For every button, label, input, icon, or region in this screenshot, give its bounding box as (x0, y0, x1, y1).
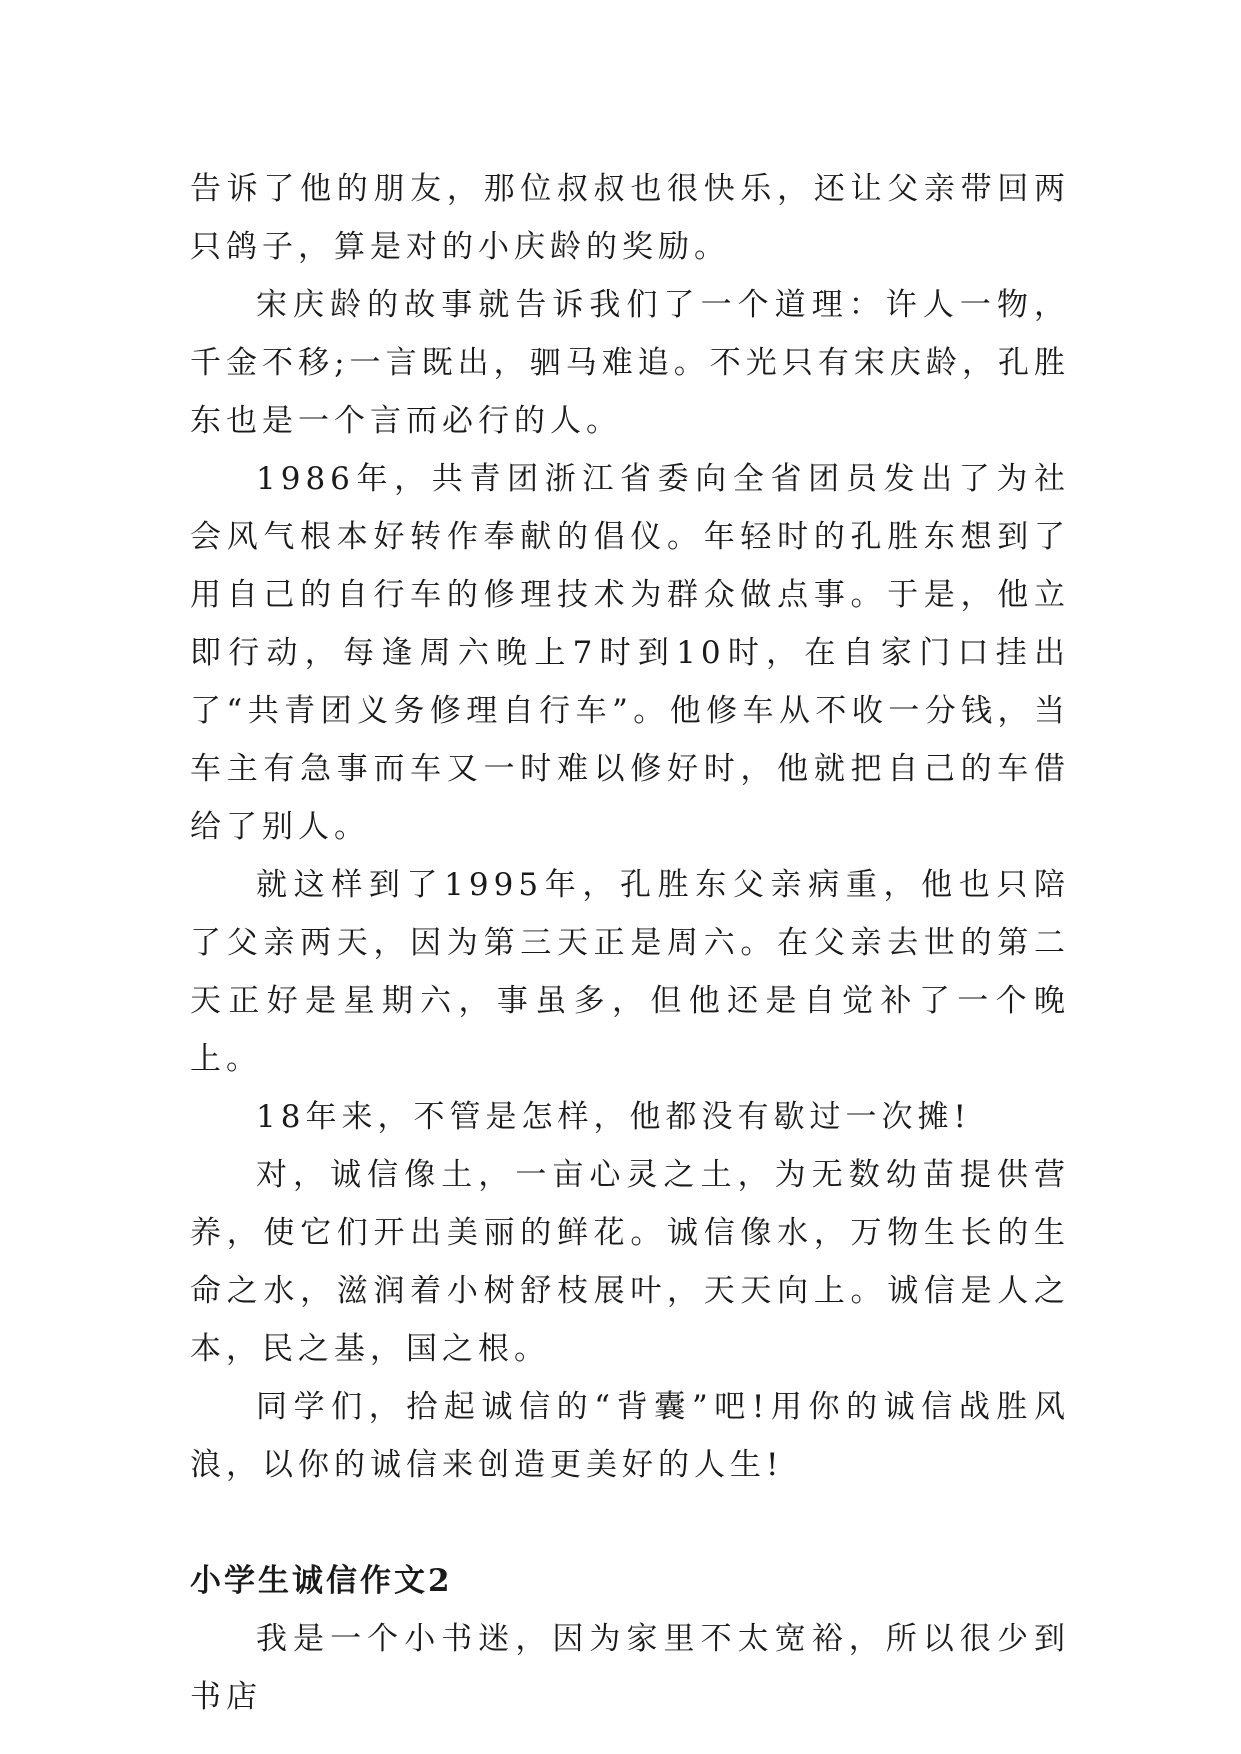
paragraph-1: 告诉了他的朋友，那位叔叔也很快乐，还让父亲带回两只鸽子，算是对的小庆龄的奖励。 (190, 171, 1070, 265)
section-paragraph-1: 我是一个小书迷，因为家里不太宽裕，所以很少到书店 (190, 1621, 1070, 1715)
document-body (190, 160, 1070, 1726)
paragraph-5: 18年来，不管是怎样，他都没有歇过一次摊! (256, 1099, 971, 1135)
section-title: 小学生诚信作文2 (190, 1563, 453, 1599)
paragraph-6: 对，诚信像土，一亩心灵之土，为无数幼苗提供营养，使它们开出美丽的鲜花。诚信像水，万物生长的生命之水，滋润着小树舒枝展叶，天天向上。诚信是人之本，民之基，国之根。 (190, 1157, 1070, 1367)
paragraph-2: 宋庆龄的故事就告诉我们了一个道理：许人一物，千金不移;一言既出，驷马难追。不光只有宋庆龄，孔胜东也是一个言而必行的人。 (190, 287, 1070, 439)
paragraph-3: 1986年，共青团浙江省委向全省团员发出了为社会风气根本好转作奉献的倡仪。年轻时的孔胜东想到了用自己的自行车的修理技术为群众做点事。于是，他立即行动，每逢周六晚上7时到10时，在自家门口挂出了“共青团义务修理自行车”。他修车从不收一分钱，当车主有急事而车又一时难以修好时，他就把自己的车借给了别人。 (190, 461, 1070, 845)
paragraph-4: 就这样到了1995年，孔胜东父亲病重，他也只陪了父亲两天，因为第三天正是周六。在父亲去世的第二天正好是星期六，事虽多，但他还是自觉补了一个晚上。 (190, 867, 1070, 1077)
paragraph-7: 同学们，拾起诚信的“背囊”吧!用你的诚信战胜风浪，以你的诚信来创造更美好的人生! (190, 1389, 1070, 1483)
